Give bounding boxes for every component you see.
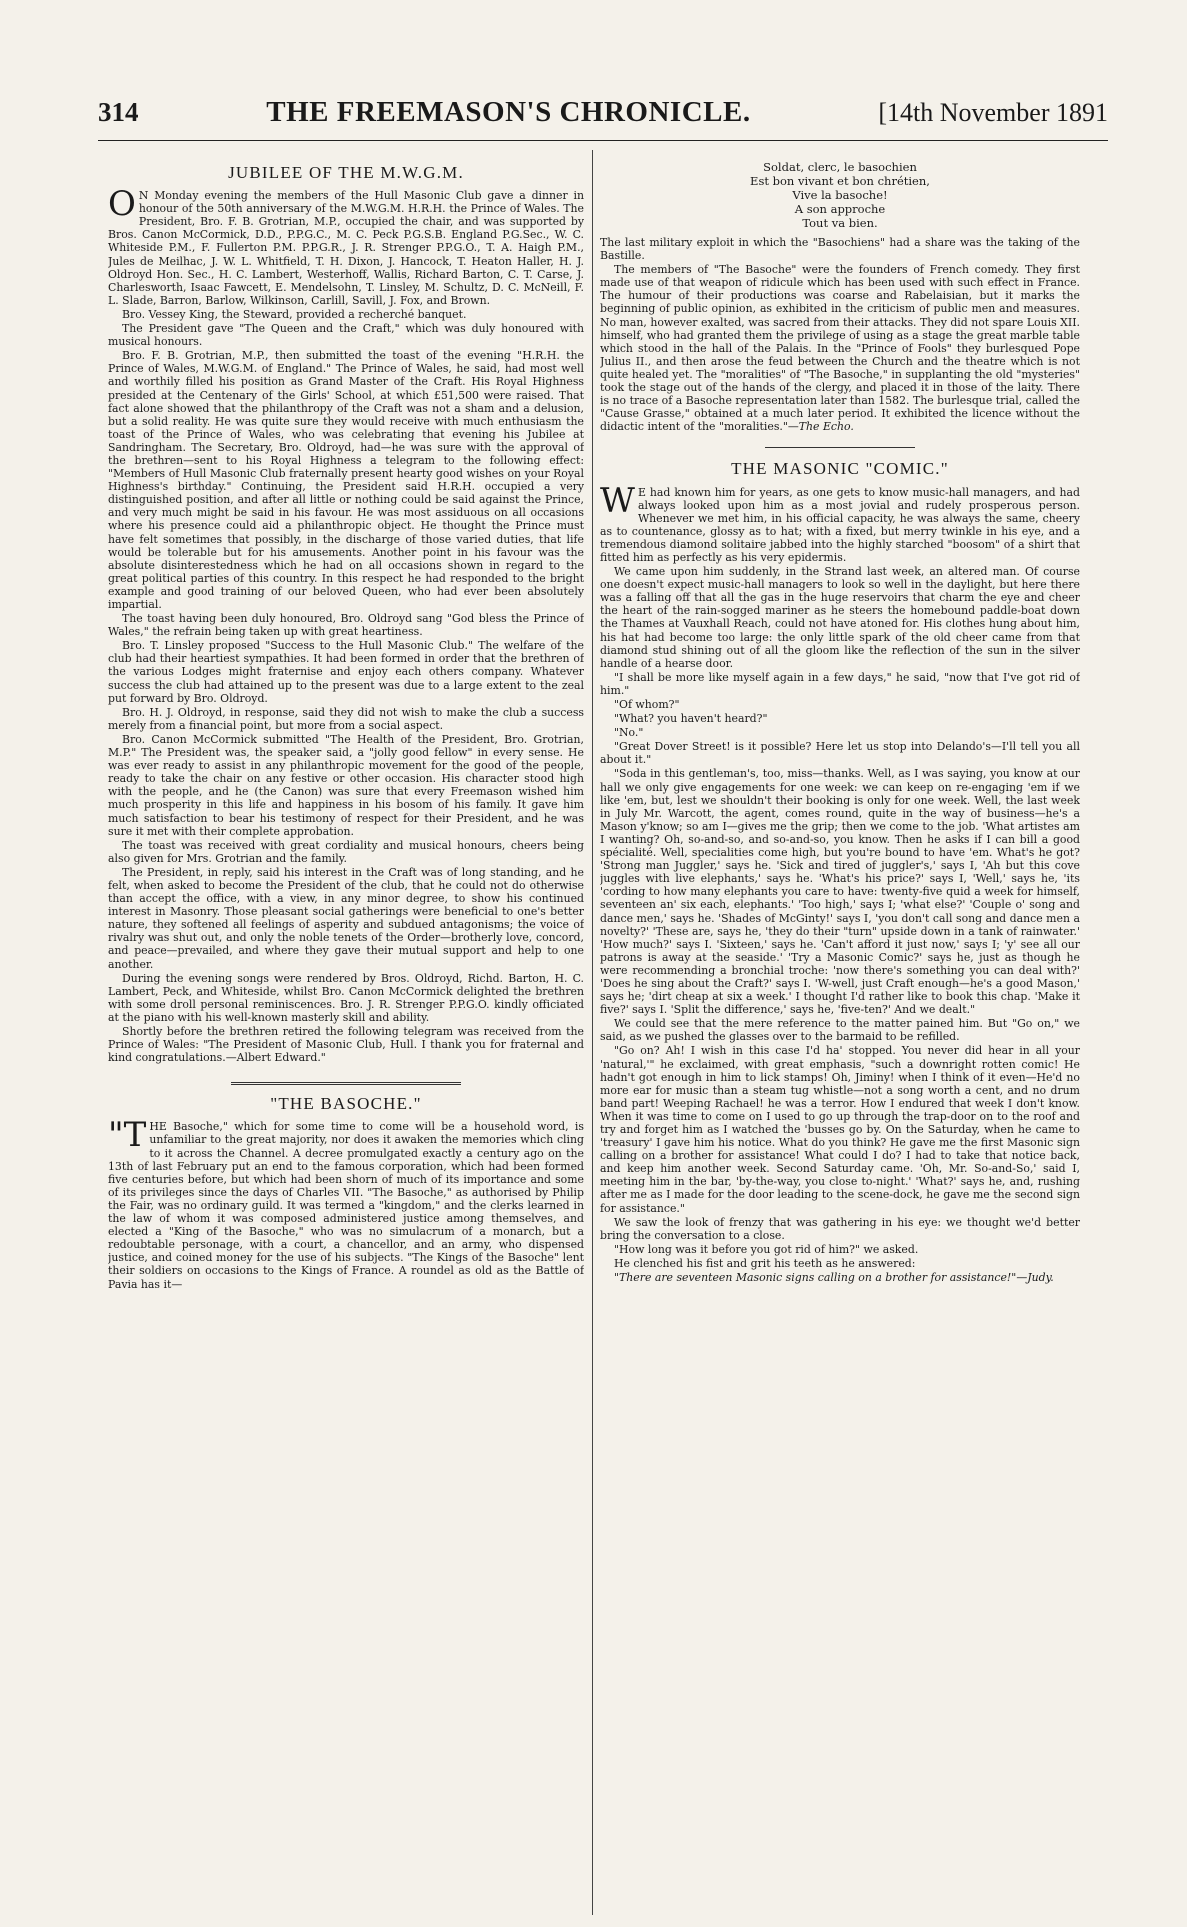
jubilee-paragraph: The President gave "The Queen and the Craft," which was duly honoured with musical honours. bbox=[108, 322, 584, 349]
jubilee-paragraph: Bro. Canon McCormick submitted "The Health of the President, Bro. Grotrian, M.P." The President was, the speaker said, a "jolly good fellow" in every sense. He was ever ready to assist in any philanthropic movement for the good of the people, ready to take the chair on any festive or other occasion. His character stood high with the people, and he (the Canon) was sure that every Freemason wished him much prosperity in this life and happiness in his bosom of his family. It gave him much satisfaction to bear his testimony of respect for their President, and he was sure it met with their complete approbation. bbox=[108, 732, 584, 838]
basoche-paragraph: The members of "The Basoche" were the founders of French comedy. They first made use of that weapon of ridicule which has been used with such effect in France. The humour of their productions was coarse and Rabelaisian, but it marks the beginning of public opinion, as exhibited in the criticism of public men and measures. No man, however exalted, was sacred from their attacks. They did not spare Louis XII. himself, who had granted them the privilege of using as a stage the great marble table which stood in the hall of the Palais. In the "Prince of Fools" they burlesqued Pope Julius II., and then arose the feud between the Church and the theatre which is not quite healed yet. The "moralities" of "The Basoche," in supplanting the old "mysteries" took the stage out of the hands of the clergy, and placed it in those of the laity. There is no trace of a Basoche representation later than 1582. The burlesque trial, called the "Cause Grasse," obtained at a much later period. It exhibited the licence without the didactic intent of the "moralities."—The Echo. bbox=[600, 263, 1080, 434]
dropcap: W bbox=[600, 480, 635, 521]
page-number: 314 bbox=[98, 97, 139, 127]
comic-paragraph: "There are seventeen Masonic signs calling on a brother for assistance!"—Judy. bbox=[614, 1271, 1054, 1285]
jubilee-paragraph: Bro. F. B. Grotrian, M.P., then submitted the toast of the evening "H.R.H. the Prince of Wales, M.W.G.M. of England." The Prince of Wales, he said, had most well and worthily filled his position as Grand Master of the Craft. His Royal Highness presided at the Centenary of the Girls' School, at which £51,500 were raised. That fact alone showed that the philanthropy of the Craft was not a sham and a delusion, but a solid reality. He was quite sure they would receive with much enthusiasm the toast of the Prince of Wales, who was celebrating that evening his Jubilee at Sandringham. The Secretary, Bro. Oldroyd, had—he was sure with the approval of the brethren—sent to his Royal Highness a telegram to the following effect: "Members of Hull Masonic Club fraternally present hearty good wishes on your Royal Highness's birthday." Continuing, the President said H.R.H. occupied a very distinguished position, and after all little or nothing could be said against the Prince, and very much might be said in his favour. He was most assiduous on all occasions where his presence could aid a philanthropic object. He thought the Prince must have felt sometimes that possibly, in the discharge of those varied duties, that life would be tolerable but for his amusements. Another point in his favour was the absolute disinterestedness which he had on all occasions shown in regard to the great political parties of this country. In this respect he had responded to the bright example and good training of our beloved Queen, who had ever been absolutely impartial. bbox=[108, 349, 584, 611]
comic-paragraph: We came upon him suddenly, in the Strand last week, an altered man. Of course one doesn't expect music-hall managers to look so well in the daylight, but here there was a falling off that all the gas in the huge reservoirs that charm the eye and cheer the heart of the rain-sogged mariner as he steers the homebound paddle-boat down the Thames at Vauxhall Reach, could not have atoned for. His clothes hung about him, his hat had become too large: the only little spark of the old cheer came from that diamond stud shining out of all the gloom like the reflection of the sun in the silver handle of a hearse door. bbox=[600, 565, 1080, 670]
column-divider bbox=[592, 150, 593, 1915]
jubilee-paragraph: The toast was received with great cordiality and musical honours, cheers being also given for Mrs. Grotrian and the family. bbox=[108, 838, 584, 865]
jubilee-paragraph: The President, in reply, said his interest in the Craft was of long standing, and he felt, when asked to become the President of the club, that he could not do otherwise than accept the office, with a view, in any minor degree, to show his continued interest in Masonry. Those pleasant social gatherings were beneficial to one's better nature, they softened all feelings of asperity and subdued antagonisms; the voice of rivalry was shut out, and only the noble tenets of the Order—brotherly love, concord, and peace—prevailed, and where they gave their mutual support and help to one another. bbox=[108, 865, 584, 971]
comic-paragraph: "What? you haven't heard?" bbox=[614, 712, 768, 726]
dropcap: O bbox=[108, 184, 136, 225]
jubilee-paragraph: The toast having been duly honoured, Bro. Oldroyd sang "God bless the Prince of Wales," the refrain being taken up with great heartiness. bbox=[108, 612, 584, 639]
poem-line: A son approche bbox=[794, 202, 886, 216]
comic-paragraph: "I shall be more like myself again in a few days," he said, "now that I've got rid of him." bbox=[600, 670, 1080, 697]
comic-paragraph: W E had known him for years, as one gets to know music-hall managers, and had always looked upon him as a most jovial and rudely prosperous person. Whenever we met him, in his official capacity, he was always the same, cheery as to countenance, glossy as to hat; with a fixed, but merry twinkle in his eye, and a tremendous diamond solitaire jabbed into the highly starched "boosom" of a shirt that fitted him as perfectly as his very epidermis. bbox=[600, 480, 1080, 564]
right-column bbox=[600, 160, 1080, 1920]
section-divider bbox=[765, 447, 915, 448]
comic-paragraph: He clenched his fist and grit his teeth as he answered: bbox=[614, 1256, 916, 1270]
comic-paragraph: "Go on? Ah! I wish in this case I'd ha' stopped. You never did hear in all your 'natural,'" he exclaimed, with great emphasis, "such a downright rotten comic! He hadn't got enough in him to lick stamps! Oh, Jiminy! when I think of it even—He'd no more ear for music than a steam tug whistle—not a song worth a cent, and no drum band part! Weeping Rachael! he was a terror. How I endured that week I don't know. When it was time to come on I used to go up through the trap-door on to the roof and try and forget him as I watched the 'busses go by. On the Saturday, when he came to 'treasury' I gave him his notice. What do you think? He gave me the first Masonic sign calling on a brother for assistance! What could I do? I had to take that notice back, and keep him another week. Second Saturday came. 'Oh, Mr. So-and-So,' said I, meeting him in the bar, 'by-the-way, you close to-night.' 'What?' says he, and, rushing after me as I made for the door leading to the scene-dock, he gave me the second sign for assistance." bbox=[600, 1044, 1080, 1215]
poem-line: Vive la basoche! bbox=[792, 188, 888, 202]
jubilee-paragraph: Bro. T. Linsley proposed "Success to the Hull Masonic Club." The welfare of the club had their heartiest sympathies. It had been formed in order that the brethren of the various Lodges might fraternise and enjoy each others company. Whatever success the club had attained up to the present was due to a large extent to the zeal put forward by Bro. Oldroyd. bbox=[108, 639, 584, 705]
poem-line: Tout va bien. bbox=[802, 216, 878, 230]
dropcap: "T bbox=[108, 1115, 147, 1156]
basoche-paragraph: "THE Basoche," which for some time to come will be a household word, is unfamiliar to the great majority, nor does it awaken the memories which cling to it across the Channel. A decree promulgated exactly a century ago on the 13th of last February put an end to the famous corporation, which had been formed five centuries before, but which had been shorn of much of its importance and some of its privileges since the days of Charles VII. "The Basoche," as authorised by Philip the Fair, was no ordinary guild. It was termed a "kingdom," and the clerks learned in the law of whom it was composed administered justice among themselves, and elected a "King of the Basoche," who was no simulacrum of a monarch, but a redoubtable personage, with a court, a chancellor, and an army, who dispensed justice, and coined money for the use of his subjects. "The Kings of the Basoche" lent their soldiers on occasions to the Kings of France. A roundel as old as the Battle of Pavia has it— bbox=[108, 1115, 584, 1291]
source-credit: Judy. bbox=[1027, 1271, 1054, 1285]
source-credit: The Echo. bbox=[798, 420, 854, 434]
basoche-paragraph: The last military exploit in which the "Basochiens" had a share was the taking of the Bastille. bbox=[600, 236, 1080, 263]
publication-title: THE FREEMASON'S CHRONICLE. bbox=[266, 96, 751, 128]
section-divider bbox=[231, 1082, 461, 1085]
roundel-poem bbox=[600, 160, 1080, 230]
jubilee-paragraph: Shortly before the brethren retired the following telegram was received from the Prince of Wales: "The President of Masonic Club, Hull. I thank you for fraternal and kind congratulations.—Albert Edward." bbox=[108, 1025, 584, 1065]
masthead-rule bbox=[98, 140, 1108, 141]
comic-paragraph: "How long was it before you got rid of him?" we asked. bbox=[614, 1242, 919, 1256]
comic-paragraph: "Soda in this gentleman's, too, miss—thanks. Well, as I was saying, you know at our hall we only give engagements for one week: we can keep on re-engaging 'em if we like 'em, but, lest we shouldn't their booking is only for one week. Well, the last week in July Mr. Warcott, the agent, comes round, quite in the way of business—he's a Mason y'know; so am I—gives me the grip; then we come to the job. 'What artistes am I wanting? Oh, so-and-so, and so-and-so, you know. Then he asks if I can bill a good spécialité. Well, specialities come high, but you're bound to have 'em. What's he got? 'Strong man Juggler,' says he. 'Sick and tired of juggler's,' says I, 'Ah but this cove juggles with live elephants,' says he. 'What's his price?' says I, 'Well,' says he, 'its 'cording to how many elephants you care to have: twenty-five quid a week for himself, seventeen an' six each, elephants.' 'Too high,' says I; 'what else?' 'Couple o' song and dance men,' says he. 'Shades of McGinty!' says I, 'you don't call song and dance men a novelty?' 'These are, says he, 'they do their "turn" upside down in a tank of rainwater.' 'How much?' says I. 'Sixteen,' says he. 'Can't afford it just now,' says I; 'y' see all our patrons is away at the seaside.' 'Try a Masonic Comic?' says he, just as though he were recommending a bronchial troche: 'now there's something you can deal with?' 'Does he sing about the Craft?' says I. 'W-well, just Craft enough—he's a good Mason,' says he; 'dirt cheap at six a week.' I thought I'd rather like to book this chap. 'Make it five?' says I. 'Split the difference,' says he, 'five-ten?' And we dealt." bbox=[600, 767, 1080, 1017]
left-column bbox=[108, 160, 584, 1920]
comic-paragraph: "Great Dover Street! is it possible? Here let us stop into Delando's—I'll tell you all about it." bbox=[600, 740, 1080, 767]
masthead bbox=[98, 96, 1108, 136]
poem-line: Soldat, clerc, le basochien bbox=[763, 160, 917, 174]
poem-line: Est bon vivant et bon chrétien, bbox=[750, 174, 930, 188]
jubilee-paragraph: Bro. H. J. Oldroyd, in response, said they did not wish to make the club a success merely from a financial point, but more from a social aspect. bbox=[108, 705, 584, 732]
comic-paragraph: We could see that the mere reference to the matter pained him. But "Go on," we said, as we pushed the glasses over to the barmaid to be refilled. bbox=[600, 1017, 1080, 1044]
jubilee-paragraph: During the evening songs were rendered by Bros. Oldroyd, Richd. Barton, H. C. Lambert, Peck, and Whiteside, whilst Bro. Canon McCormick delighted the brethren with some droll personal reminiscences. Bro. J. R. Strenger P.P.G.O. kindly officiated at the piano with his well-known masterly skill and ability. bbox=[108, 971, 584, 1024]
basoche-heading: "THE BASOCHE." bbox=[270, 1094, 422, 1114]
issue-date: [14th November 1891 bbox=[878, 98, 1108, 127]
comic-paragraph: "Of whom?" bbox=[614, 698, 680, 711]
jubilee-heading: JUBILEE OF THE M.W.G.M. bbox=[228, 163, 464, 182]
jubilee-paragraph: Bro. Vessey King, the Steward, provided a recherché banquet. bbox=[122, 307, 467, 321]
comic-paragraph: We saw the look of frenzy that was gathering in his eye: we thought we'd better bring the conversation to a close. bbox=[600, 1215, 1080, 1242]
jubilee-paragraph: O N Monday evening the members of the Hull Masonic Club gave a dinner in honour of the 50th anniversary of the M.W.G.M. H.R.H. the Prince of Wales. The President, Bro. F. B. Grotrian, M.P., occupied the chair, and was supported by Bros. Canon McCormick, D.D., P.P.G.C., M. C. Peck P.G.S.B. England P.G.Sec., W. C. Whiteside P.M., F. Fullerton P.M. P.P.G.R., J. R. Strenger P.P.G.O., T. A. Haigh P.M., Jules de Meilhac, J. W. L. Whitfield, T. H. Dixon, J. Hancock, T. Heaton Haller, H. J. Oldroyd Hon. Sec., H. C. Lambert, Westerhoff, Wallis, Richard Barton, C. T. Carse, J. Charlesworth, Isaac Fawcett, E. Mendelsohn, T. Linsley, M. Schultz, D. C. McNeill, F. L. Slade, Barron, Barlow, Wilkinson, Carlill, Savill, J. Fox, and Brown. bbox=[108, 184, 584, 307]
comic-heading: THE MASONIC "COMIC." bbox=[731, 459, 949, 479]
comic-paragraph: "No." bbox=[614, 726, 644, 740]
